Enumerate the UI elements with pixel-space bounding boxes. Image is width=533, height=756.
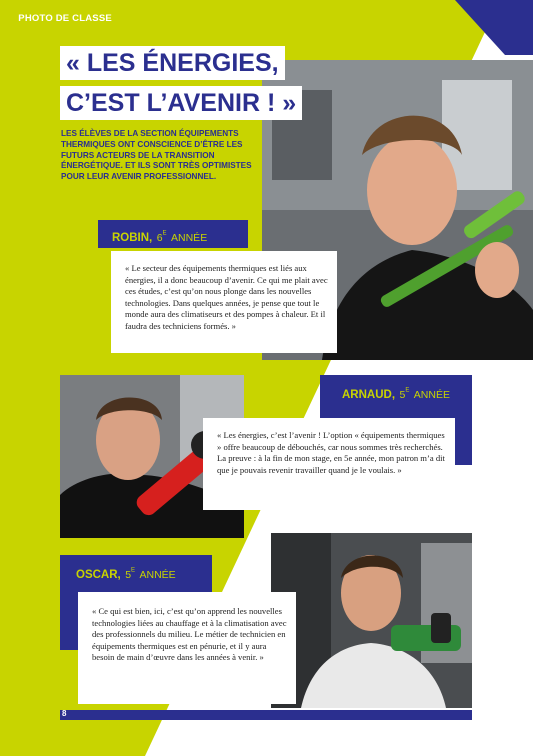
student-name: ROBIN, xyxy=(112,232,153,244)
student-year-word: ANNÉE xyxy=(413,389,450,401)
student-year-sup: E xyxy=(405,387,410,394)
quote-robin xyxy=(111,251,337,353)
intro-text: LES ÉLÈVES DE LA SECTION ÉQUIPEMENTS THERMIQUES ONT CONSCIENCE D’ÊTRE LES FUTURS ACTEURS DE LA TRANSITION ÉNERGÉTIQUE. ET ILS SONT TRÈS OPTIMISTES POUR LEUR AVENIR PROFESSIONNEL. xyxy=(61,129,252,182)
student-year-word: ANNÉE xyxy=(139,569,176,581)
quote-text: « Les énergies, c’est l’avenir ! L’option « équipements thermiques » offre beaucoup de débouchés, car nous sommes très recherchés. La preuve : à la fin de mon stage, en 5e année, mon patron m’a dit que je pouvais revenir travailler quand je le voulais. » xyxy=(217,430,445,475)
quote-arnaud xyxy=(203,418,455,510)
section-tag xyxy=(11,13,112,24)
student-year-word: ANNÉE xyxy=(171,232,208,244)
page-number: 8 xyxy=(62,709,67,718)
name-box-robin xyxy=(98,220,248,248)
student-year-sup: E xyxy=(131,567,136,574)
quote-text: « Ce qui est bien, ici, c’est qu’on apprend les nouvelles technologies liées au chauffage et à la climatisation avec des professionnels du milieu. Le métier de technicien en équipements thermiques est en pénurie, et il y aura besoin de main d’œuvre dans les années à venir. » xyxy=(92,606,287,663)
quote-text: « Le secteur des équipements thermiques est liés aux énergies, il a donc beaucoup d’avenir. Ce qui me plait avec ces études, c’est qu’on nous plonge dans les nouvelles technologies. Dans quelques années, je pense que tout le monde aura des climatiseurs et des pompes à chaleur. Et il faudra des techniciens formés. » xyxy=(125,263,328,331)
chevron-right-icon: » xyxy=(11,13,15,24)
student-year-sup: E xyxy=(162,230,167,237)
title-line-2: C’EST L’AVENIR ! » xyxy=(60,86,302,120)
section-label: PHOTO DE CLASSE xyxy=(18,13,112,24)
student-name: OSCAR, xyxy=(76,569,121,581)
student-year-number: 6 xyxy=(156,232,163,244)
photo-oscar xyxy=(271,533,472,708)
student-year-number: 5 xyxy=(399,389,406,401)
footer-bar xyxy=(60,710,472,720)
quote-oscar xyxy=(78,592,296,704)
student-year-number: 5 xyxy=(125,569,132,581)
photo-oscar-image xyxy=(271,533,472,708)
title-line-1: « LES ÉNERGIES, xyxy=(60,46,285,80)
student-name: ARNAUD, xyxy=(342,389,396,401)
